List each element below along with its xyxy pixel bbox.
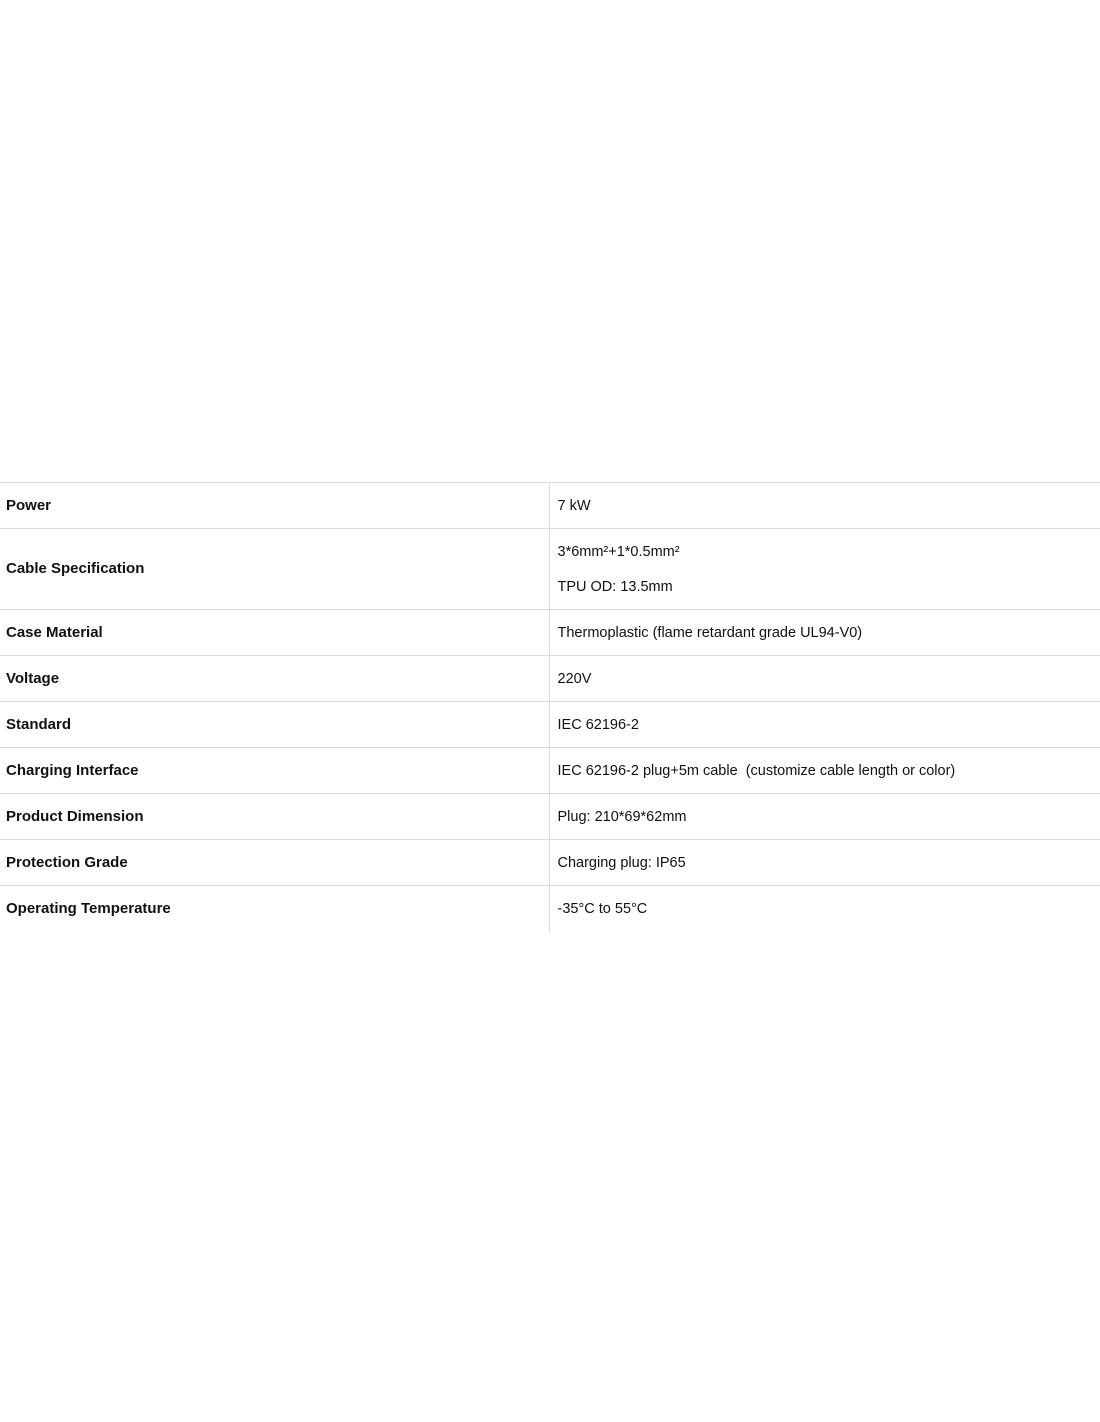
- spec-table: [0, 482, 1100, 932]
- spec-label: Case Material: [0, 610, 549, 656]
- spec-label: Voltage: [0, 656, 549, 702]
- spec-value: [549, 656, 1100, 702]
- spec-row-power: [0, 483, 1100, 529]
- spec-value: [549, 610, 1100, 656]
- spec-row-standard: [0, 702, 1100, 748]
- spec-row-charging-interface: [0, 748, 1100, 794]
- spec-label: Protection Grade: [0, 840, 549, 886]
- spec-value: [549, 483, 1100, 529]
- spec-value-line: TPU OD: 13.5mm: [557, 578, 673, 595]
- spec-label: Cable Specification: [0, 529, 549, 610]
- spec-row-protection-grade: [0, 840, 1100, 886]
- spec-label: Operating Temperature: [0, 886, 549, 932]
- spec-label: Charging Interface: [0, 748, 549, 794]
- spec-row-case-material: [0, 610, 1100, 656]
- spec-value-line: 220V: [557, 670, 592, 687]
- spec-row-product-dimension: [0, 794, 1100, 840]
- spec-value: [549, 840, 1100, 886]
- spec-label: Standard: [0, 702, 549, 748]
- spec-value-line: IEC 62196-2 plug+5m cable (customize cable length or color): [557, 762, 956, 779]
- spec-value: [549, 702, 1100, 748]
- spec-value: [549, 529, 1100, 610]
- spec-value: [549, 886, 1100, 932]
- spec-value-line: Plug: 210*69*62mm: [557, 808, 687, 825]
- spec-value-line: IEC 62196-2: [557, 716, 639, 733]
- spec-value: [549, 748, 1100, 794]
- spec-value-line: -35°C to 55°C: [557, 900, 648, 917]
- spec-value-line: 7 kW: [557, 497, 591, 514]
- spec-value-line: Thermoplastic (flame retardant grade UL94-V0): [557, 624, 863, 641]
- spec-label: Product Dimension: [0, 794, 549, 840]
- spec-row-operating-temperature: [0, 886, 1100, 932]
- spec-value: [549, 794, 1100, 840]
- spec-value-line: 3*6mm²+1*0.5mm²: [557, 543, 680, 560]
- spec-label: Power: [0, 483, 549, 529]
- spec-row-voltage: [0, 656, 1100, 702]
- spec-row-cable-specification: [0, 529, 1100, 610]
- spec-value-line: Charging plug: IP65: [557, 854, 686, 871]
